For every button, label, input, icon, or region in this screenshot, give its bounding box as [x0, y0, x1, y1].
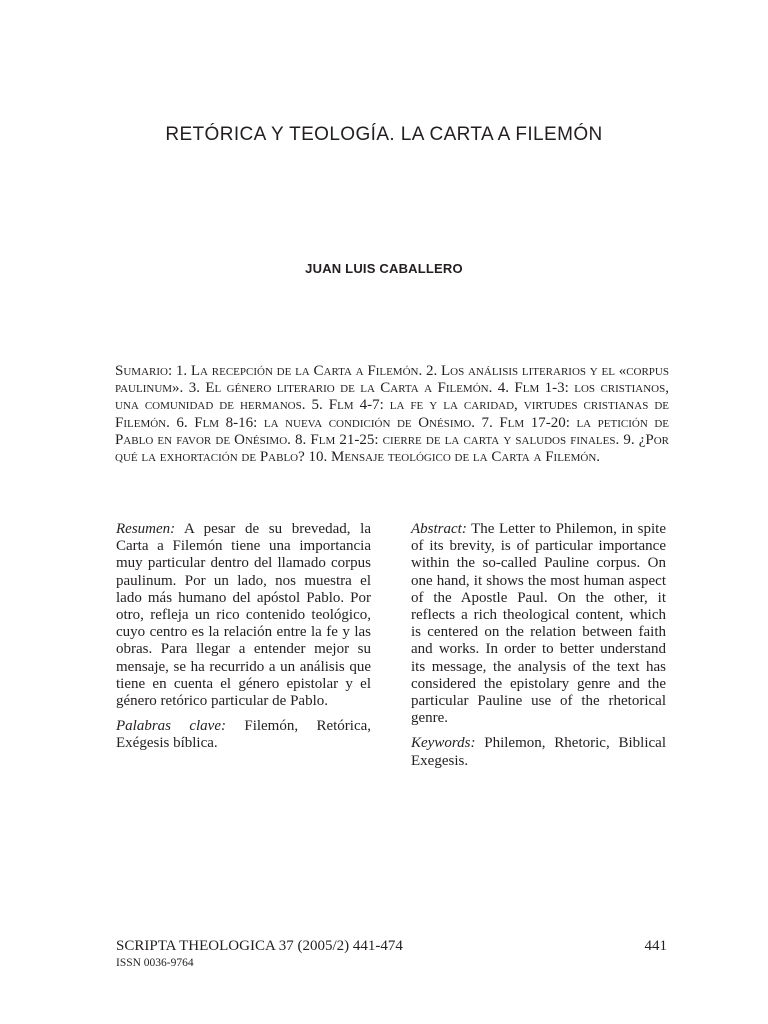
abstract-label: Abstract: — [411, 521, 467, 537]
resumen-text: A pesar de su brevedad, la Carta a Filemón tiene una importancia muy particular dentro del llamado corpus paulinum. Por un lado, nos muestra el lado más humano del apóstol Pablo. Por otro, refleja un rico contenido teológico, cuyo centro es la relación entre la fe y las obras. Para llegar a entender mejor su mensaje, se ha recurrido a un análisis que tiene en cuenta el género epistolar y el género retórico particular de Pablo. — [116, 521, 371, 710]
issn: ISSN 0036-9764 — [116, 957, 194, 969]
resumen-label: Resumen: — [116, 521, 176, 537]
author-name: JUAN LUIS CABALLERO — [305, 261, 463, 276]
journal-citation: SCRIPTA THEOLOGICA 37 (2005/2) 441-474 — [116, 938, 403, 954]
abstract-paragraph — [411, 521, 666, 727]
palabras-clave-paragraph — [116, 718, 371, 752]
keywords-paragraph — [411, 735, 666, 769]
abstract-column — [411, 521, 666, 778]
palabras-clave-text: Filemón, Retórica, Exégesis bíblica. — [116, 718, 372, 752]
resumen-column — [116, 521, 371, 761]
resumen-paragraph — [116, 521, 371, 710]
page-number: 441 — [644, 938, 667, 954]
summary-section — [115, 363, 669, 466]
summary-text: 1. La recepción de la Carta a Filemón. 2. Los análisis literarios y el «corpus paulinum». 3. El género literario de la Carta a Filemón. 4. Flm 1-3: los cristianos, una comunidad de hermanos. 5. Flm 4-7: la fe y la caridad, virtudes cristianas de Filemón. 6. Flm 8-16: la nueva condición de Onésimo. 7. Flm 17-20: la petición de Pablo en favor de Onésimo. 8. Flm 21-25: cierre de la carta y saludos finales. 9. ¿Por qué la exhortación de Pablo? 10. Mensaje teológico de la Carta a Filemón. — [115, 363, 669, 466]
keywords-label: Keywords: — [411, 735, 476, 752]
summary-label: Sumario: — [115, 363, 173, 379]
abstract-text: The Letter to Philemon, in spite of its brevity, is of particular importance within the so-called Pauline corpus. On one hand, it shows the most human aspect of the Apostle Paul. On the other, it reflects a rich theological content, which is centered on the relation between faith and works. In order to better understand its message, the analysis of the text has considered the epistolary genre and the particular Pauline use of the rhetorical genre. — [411, 521, 666, 727]
article-title: RETÓRICA Y TEOLOGÍA. LA CARTA A FILEMÓN — [165, 124, 603, 145]
palabras-clave-label: Palabras clave: — [116, 718, 226, 735]
keywords-text: Philemon, Rhetoric, Biblical Exegesis. — [411, 735, 666, 769]
